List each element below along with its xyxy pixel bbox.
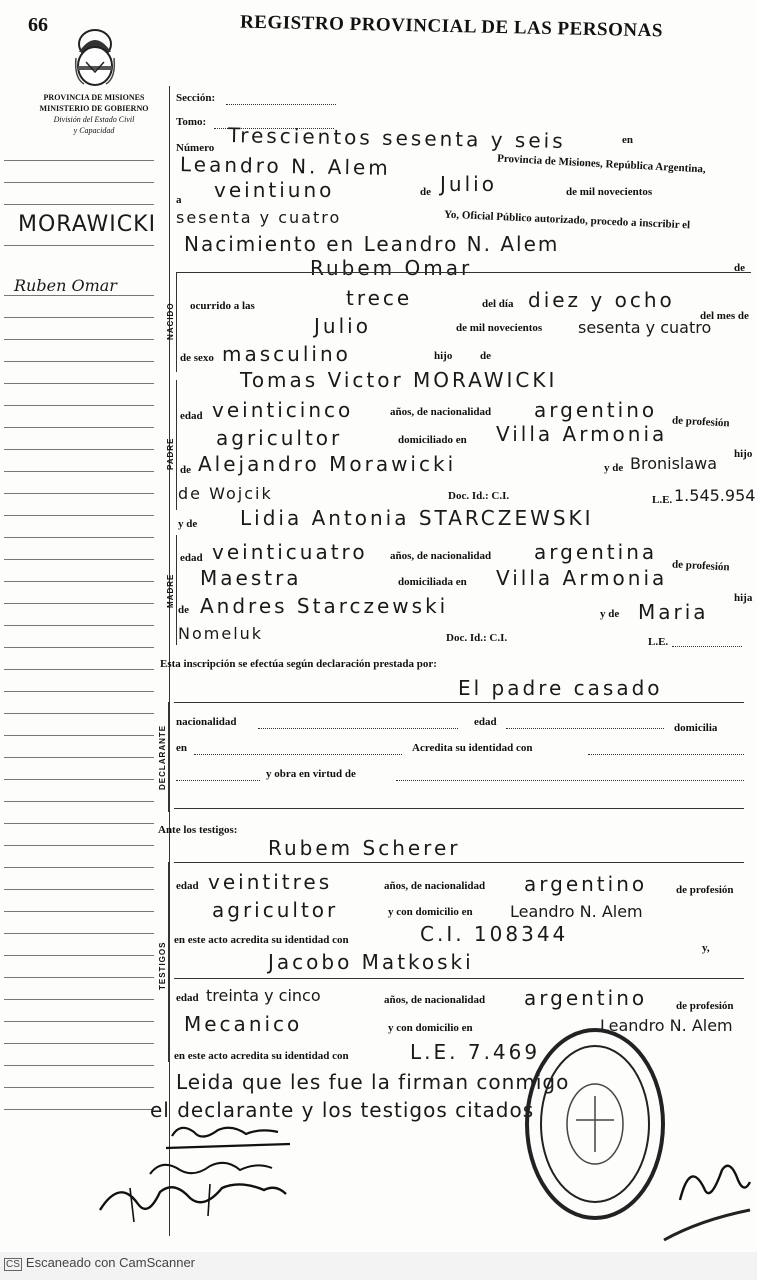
official-signature (660, 1140, 755, 1245)
rule (174, 862, 744, 863)
label-domiciliado: domiciliado en (398, 434, 467, 446)
field-line (194, 754, 402, 755)
hw-padre-dom: Villa Armonia (496, 422, 668, 446)
label-edad-t1: edad (176, 880, 199, 892)
hw-leida-1: Leida que les fue la firman conmigo (176, 1070, 570, 1094)
label-de3: de (180, 464, 191, 476)
label-nacionalidad: nacionalidad (176, 716, 237, 728)
label-hijo-end: hijo (734, 448, 753, 460)
label-profesion3: de profesión (676, 884, 734, 896)
field-line (226, 104, 336, 105)
hw-hora: trece (346, 286, 413, 310)
hw-t2-prof: Mecanico (184, 1012, 303, 1036)
hw-madre-nac: argentina (534, 540, 658, 564)
hw-padre-nombre: Tomas Victor MORAWICKI (240, 368, 558, 392)
label-seccion: Sección: (176, 92, 216, 104)
label-ante-testigos: Ante los testigos: (158, 824, 238, 836)
label-profesion2: de profesión (671, 558, 730, 574)
signature-block (90, 1118, 320, 1228)
rule (176, 272, 751, 273)
label-hijo: hijo (434, 350, 453, 362)
label-de-end: de (734, 262, 745, 274)
label-obra: y obra en virtud de (266, 768, 356, 780)
hw-dia: veintiuno (214, 178, 335, 202)
label-inscripcion: Esta inscripción se efectúa según declaración prestada por: (160, 658, 437, 670)
hw-sexo: masculino (222, 342, 351, 366)
hw-padre-edad: veinticinco (212, 398, 354, 422)
section-bracket (176, 272, 177, 372)
label-de: de (420, 186, 431, 198)
hw-t2-edad: treinta y cinco (206, 986, 321, 1005)
label-acredita: Acredita su identidad con (412, 742, 533, 754)
section-bracket (168, 862, 169, 1062)
hw-t1-nac: argentino (524, 872, 648, 896)
section-label-padre: PADRE (166, 437, 175, 470)
hw-lugar: Leandro N. Alem (179, 152, 392, 180)
hw-mes: Julio (440, 172, 497, 196)
label-edad-madre: edad (180, 552, 203, 564)
label-anos-nac: años, de nacionalidad (390, 406, 492, 418)
page-number: 66 (28, 14, 48, 36)
label-le2: L.E. (648, 636, 669, 648)
hw-declarante: El padre casado (458, 676, 663, 700)
label-hija: hija (734, 592, 753, 604)
hw-padre-le: 1.545.954 (674, 486, 756, 505)
label-edad: edad (180, 410, 203, 422)
field-line (396, 780, 744, 781)
label-edad-decl: edad (474, 716, 497, 728)
rule (174, 808, 744, 809)
coat-of-arms-icon (72, 22, 118, 88)
hw-madre-y-de2: Nomeluk (178, 624, 264, 643)
rule (174, 702, 744, 703)
hw-t1-id: C.I. 108344 (420, 922, 569, 946)
hw-padre-y-de2: de Wojcik (178, 484, 273, 503)
label-de2: de (480, 350, 491, 362)
section-label-testigos: TESTIGOS (158, 941, 167, 990)
hw-padre-prof: agricultor (216, 426, 343, 450)
label-le: L.E. (652, 494, 673, 506)
hw-leida-2: el declarante y los testigos citados (150, 1098, 535, 1122)
page-title: REGISTRO PROVINCIAL DE LAS PERSONAS (239, 11, 664, 42)
official-seal-icon (520, 1024, 670, 1224)
label-provincia: Provincia de Misiones, República Argentina, (496, 152, 706, 176)
section-bracket (176, 535, 177, 645)
section-label-madre: MADRE (166, 573, 175, 608)
hw-t1-edad: veintitres (208, 870, 333, 894)
field-line (506, 728, 664, 729)
hw-madre-y-de: Maria (638, 600, 709, 624)
section-bracket (168, 702, 169, 812)
hw-t2-nac: argentino (524, 986, 648, 1010)
label-acredita-acto2: en este acto acredita su identidad con (174, 1050, 349, 1062)
field-line (588, 754, 744, 755)
label-doc-id: Doc. Id.: C.I. (448, 490, 510, 502)
hw-padre-de: Alejandro Morawicki (198, 452, 457, 476)
label-edad-t2: edad (176, 992, 199, 1004)
section-label-declarante: DECLARANTE (158, 724, 167, 790)
hw-dia-nac: diez y ocho (528, 288, 675, 312)
label-y-end: y, (702, 942, 710, 954)
hw-madre-nombre: Lidia Antonia STARCZEWSKI (240, 506, 594, 530)
hw-nombre: Rubem Omar (310, 256, 473, 280)
label-numero: Número (176, 142, 215, 154)
label-oficial: Yo, Oficial Público autorizado, procedo a inscribir el (443, 208, 691, 232)
label-acredita-acto: en este acto acredita su identidad con (174, 934, 349, 946)
margin-given-name: Ruben Omar (14, 276, 117, 295)
label-profesion: de profesión (671, 414, 730, 430)
hw-mes-nac: Julio (314, 314, 371, 338)
office-header (14, 92, 174, 136)
label-a: a (176, 194, 182, 206)
hw-padre-nac: argentino (534, 398, 658, 422)
label-anos-nac3: años, de nacionalidad (384, 880, 486, 892)
section-label-nacido: NACIDO (166, 302, 175, 340)
label-sexo: de sexo (180, 352, 214, 364)
hw-t2-id: L.E. 7.469 (410, 1040, 541, 1064)
label-del-dia: del día (482, 298, 514, 310)
label-con-domicilio2: y con domicilio en (388, 1022, 473, 1034)
label-domicilia: domicilia (674, 722, 718, 734)
label-de4: de (178, 604, 189, 616)
label-doc-id2: Doc. Id.: C.I. (446, 632, 508, 644)
label-en: en (622, 134, 633, 146)
hw-anio-nac: sesenta y cuatro (578, 318, 712, 337)
hw-madre-de: Andres Starczewski (200, 594, 449, 618)
office-line: PROVINCIA DE MISIONES (43, 93, 145, 102)
field-line (176, 780, 260, 781)
label-y-de2: y de (178, 518, 198, 530)
label-anos-nac4: años, de nacionalidad (384, 994, 486, 1006)
hw-madre-edad: veinticuatro (212, 540, 368, 564)
hw-testigo1: Rubem Scherer (268, 836, 461, 860)
hw-padre-y-de: Bronislawa (630, 454, 718, 473)
label-anos-nac2: años, de nacionalidad (390, 550, 492, 562)
section-bracket (176, 380, 177, 510)
hw-testigo2: Jacobo Matkoski (268, 950, 474, 974)
hw-t2-dom: Leandro N. Alem (600, 1016, 733, 1035)
label-en-decl: en (176, 742, 187, 754)
field-line (672, 646, 742, 647)
label-mil-novecientos: de mil novecientos (566, 186, 653, 198)
label-profesion4: de profesión (676, 1000, 734, 1012)
label-y-de3: y de (600, 608, 620, 620)
hw-t1-dom: Leandro N. Alem (510, 902, 643, 921)
field-line (258, 728, 458, 729)
label-del-mes: del mes de (700, 310, 749, 322)
margin-surname: MORAWICKI (18, 212, 157, 237)
office-line: División del Estado Civil (53, 115, 135, 124)
scanner-footer (0, 1252, 757, 1280)
label-ocurrido: ocurrido a las (190, 300, 255, 312)
office-line: MINISTERIO DE GOBIERNO (39, 104, 149, 113)
label-mil-nov2: de mil novecientos (456, 322, 543, 334)
label-con-domicilio: y con domicilio en (388, 906, 473, 918)
hw-numero: Trescientos sesenta y seis (227, 123, 566, 153)
rule (174, 978, 744, 979)
label-tomo: Tomo: (176, 116, 207, 128)
hw-madre-prof: Maestra (200, 566, 302, 590)
hw-madre-dom: Villa Armonia (496, 566, 668, 590)
label-domiciliada: domiciliada en (398, 576, 467, 588)
hw-t1-prof: agricultor (212, 898, 339, 922)
camscanner-logo: CS (6, 1259, 20, 1270)
hw-anio: sesenta y cuatro (176, 208, 342, 227)
office-line: y Capacidad (73, 126, 115, 135)
hw-acto: Nacimiento en Leandro N. Alem (184, 232, 560, 256)
scanner-text: Escaneado con CamScanner (25, 1255, 196, 1270)
label-y-de: y de (604, 462, 624, 474)
